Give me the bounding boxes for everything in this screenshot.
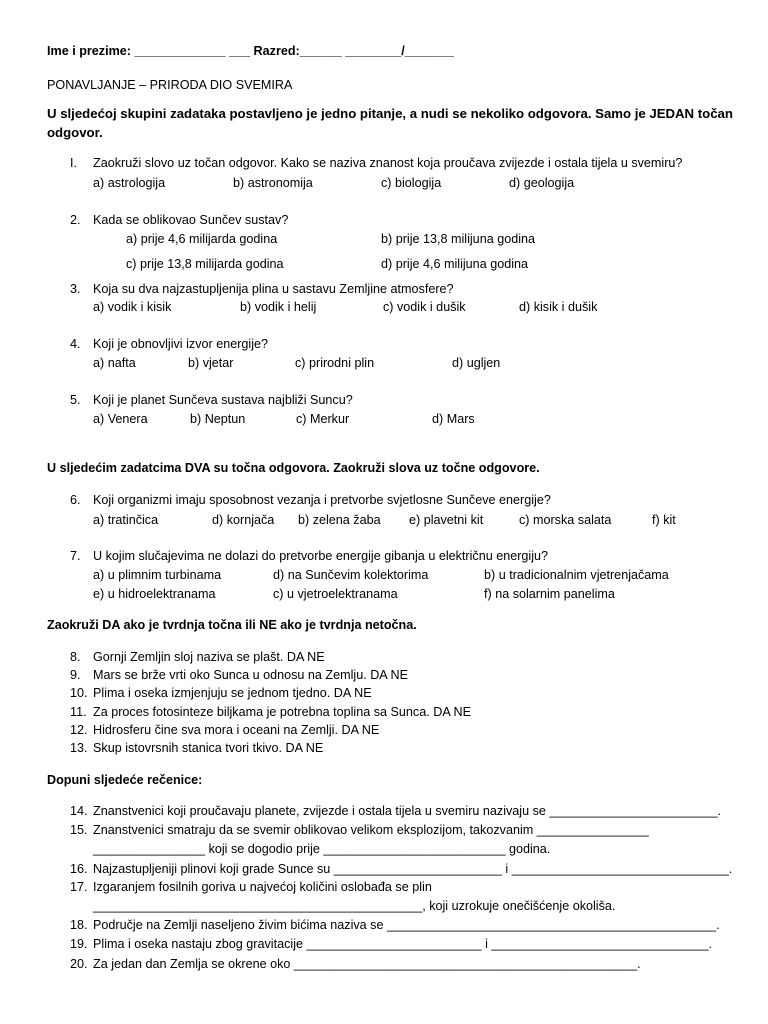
q1-option-c[interactable]: c) biologija (381, 176, 442, 190)
q18-text[interactable]: Područje na Zemlji naseljeno živim bićima naziva se _______________________________________________. (93, 918, 720, 932)
q6-option-c[interactable]: c) morska salata (519, 513, 612, 527)
q2-option-a[interactable]: a) prije 4,6 milijarda godina (126, 232, 278, 246)
q5-option-c[interactable]: c) Merkur (296, 412, 350, 426)
q6-number: 6. (70, 493, 81, 507)
q5-number: 5. (70, 393, 81, 407)
q7-option-a[interactable]: a) u plimnim turbinama (93, 568, 222, 582)
q2-text: Kada se oblikovao Sunčev sustav? (93, 213, 289, 227)
q7-option-d[interactable]: d) na Sunčevim kolektorima (273, 568, 429, 582)
q1-option-a[interactable]: a) astrologija (93, 176, 166, 190)
q5-option-a[interactable]: a) Venera (93, 412, 148, 426)
q4-option-c[interactable]: c) prirodni plin (295, 356, 375, 370)
q5-text: Koji je planet Sunčeva sustava najbliži Suncu? (93, 393, 353, 407)
q14-number: 14. (70, 804, 88, 818)
q2-option-c[interactable]: c) prije 13,8 milijarda godina (126, 257, 284, 271)
q3-option-b[interactable]: b) vodik i helij (240, 300, 317, 314)
q6-option-d[interactable]: d) kornjača (212, 513, 275, 527)
q6-text: Koji organizmi imaju sposobnost vezanja i pretvorbe svjetlosne Sunčeve energije? (93, 493, 551, 507)
q6-option-a[interactable]: a) tratinčica (93, 513, 159, 527)
q2-option-d[interactable]: d) prije 4,6 milijuna godina (381, 257, 529, 271)
q15-text-line2[interactable]: ________________ koji se dogodio prije __________________________ godina. (93, 842, 551, 856)
q7-option-b[interactable]: b) u tradicionalnim vjetrenjačama (484, 568, 669, 582)
q3-number: 3. (70, 282, 81, 296)
q6-option-b[interactable]: b) zelena žaba (298, 513, 381, 527)
q1-option-d[interactable]: d) geologija (509, 176, 575, 190)
q1-number: I. (70, 156, 77, 170)
tf-number: 11. (70, 705, 87, 719)
q7-option-f[interactable]: f) na solarnim panelima (484, 587, 615, 601)
q5-option-d[interactable]: d) Mars (432, 412, 475, 426)
q1-option-b[interactable]: b) astronomija (233, 176, 313, 190)
name-line: Ime i prezime: _____________ ___ Razred:______ ________/_______ (47, 44, 454, 58)
q20-text[interactable]: Za jedan dan Zemlja se okrene oko _________________________________________________. (93, 957, 641, 971)
q15-number: 15. (70, 823, 88, 837)
tf-number: 9. (70, 668, 81, 682)
q3-option-a[interactable]: a) vodik i kisik (93, 300, 172, 314)
section2-instruction: U sljedećim zadatcima DVA su točna odgovora. Zaokruži slova uz točne odgovore. (47, 461, 540, 475)
q7-text: U kojim slučajevima ne dolazi do pretvorbe energije gibanja u električnu energiju? (93, 549, 549, 563)
section1-instruction-line1: U sljedećoj skupini zadataka postavljeno je jedno pitanje, a nudi se nekoliko odgovora. Samo je JEDAN točan (47, 106, 733, 121)
tf-statement[interactable]: Gornji Zemljin sloj naziva se plašt. DA NE (93, 650, 325, 664)
q4-text: Koji je obnovljivi izvor energije? (93, 337, 269, 351)
q4-number: 4. (70, 337, 81, 351)
q2-option-b[interactable]: b) prije 13,8 milijuna godina (381, 232, 536, 246)
q4-option-d[interactable]: d) ugljen (452, 356, 501, 370)
tf-statement[interactable]: Mars se brže vrti oko Sunca u odnosu na Zemlju. DA NE (93, 668, 408, 682)
q4-option-a[interactable]: a) nafta (93, 356, 136, 370)
q3-option-c[interactable]: c) vodik i dušik (383, 300, 466, 314)
tf-number: 10. (70, 686, 88, 700)
q17-number: 17. (70, 880, 88, 894)
q20-number: 20. (70, 957, 88, 971)
q16-text[interactable]: Najzastupljeniji plinovi koji grade Sunce su ________________________ i _______________________________. (93, 862, 733, 876)
q17-text-line1: Izgaranjem fosilnih goriva u najvećoj količini oslobađa se plin (93, 880, 432, 894)
tf-statement[interactable]: Plima i oseka izmjenjuju se jednom tjedno. DA NE (93, 686, 372, 700)
q15-text-line1[interactable]: Znanstvenici smatraju da se svemir oblikovao velikom eksplozijom, takozvanim ________________ (93, 823, 649, 837)
q19-number: 19. (70, 937, 88, 951)
tf-number: 12. (70, 723, 88, 737)
q3-option-d[interactable]: d) kisik i dušik (519, 300, 598, 314)
section1-instruction-line2: odgovor. (47, 125, 103, 140)
q7-option-c[interactable]: c) u vjetroelektranama (273, 587, 398, 601)
q4-option-b[interactable]: b) vjetar (188, 356, 234, 370)
q16-number: 16. (70, 862, 88, 876)
section4-instruction: Dopuni sljedeće rečenice: (47, 773, 203, 787)
q5-option-b[interactable]: b) Neptun (190, 412, 246, 426)
q1-text: Zaokruži slovo uz točan odgovor. Kako se naziva znanost koja proučava zvijezde i ostala tijela u svemiru? (93, 156, 683, 170)
q6-option-f[interactable]: f) kit (652, 513, 676, 527)
tf-number: 8. (70, 650, 81, 664)
q19-text[interactable]: Plima i oseka nastaju zbog gravitacije _________________________ i _______________________________. (93, 937, 713, 951)
q17-text-line2[interactable]: _______________________________________________, koji uzrokuje onečišćenje okoliša. (93, 899, 616, 913)
tf-statement[interactable]: Za proces fotosinteze biljkama je potrebna toplina sa Sunca. DA NE (93, 705, 472, 719)
q14-text[interactable]: Znanstvenici koji proučavaju planete, zvijezde i ostala tijela u svemiru nazivaju se ________________________. (93, 804, 722, 818)
q6-option-e[interactable]: e) plavetni kit (409, 513, 484, 527)
q18-number: 18. (70, 918, 88, 932)
page-title: PONAVLJANJE – PRIRODA DIO SVEMIRA (47, 78, 293, 92)
tf-number: 13. (70, 741, 88, 755)
q3-text: Koja su dva najzastupljenija plina u sastavu Zemljine atmosfere? (93, 282, 454, 296)
tf-statement[interactable]: Hidrosferu čine sva mora i oceani na Zemlji. DA NE (93, 723, 380, 737)
q7-option-e[interactable]: e) u hidroelektranama (93, 587, 216, 601)
q2-number: 2. (70, 213, 81, 227)
tf-statement[interactable]: Skup istovrsnih stanica tvori tkivo. DA NE (93, 741, 324, 755)
section3-instruction: Zaokruži DA ako je tvrdnja točna ili NE ako je tvrdnja netočna. (47, 618, 417, 632)
q7-number: 7. (70, 549, 81, 563)
